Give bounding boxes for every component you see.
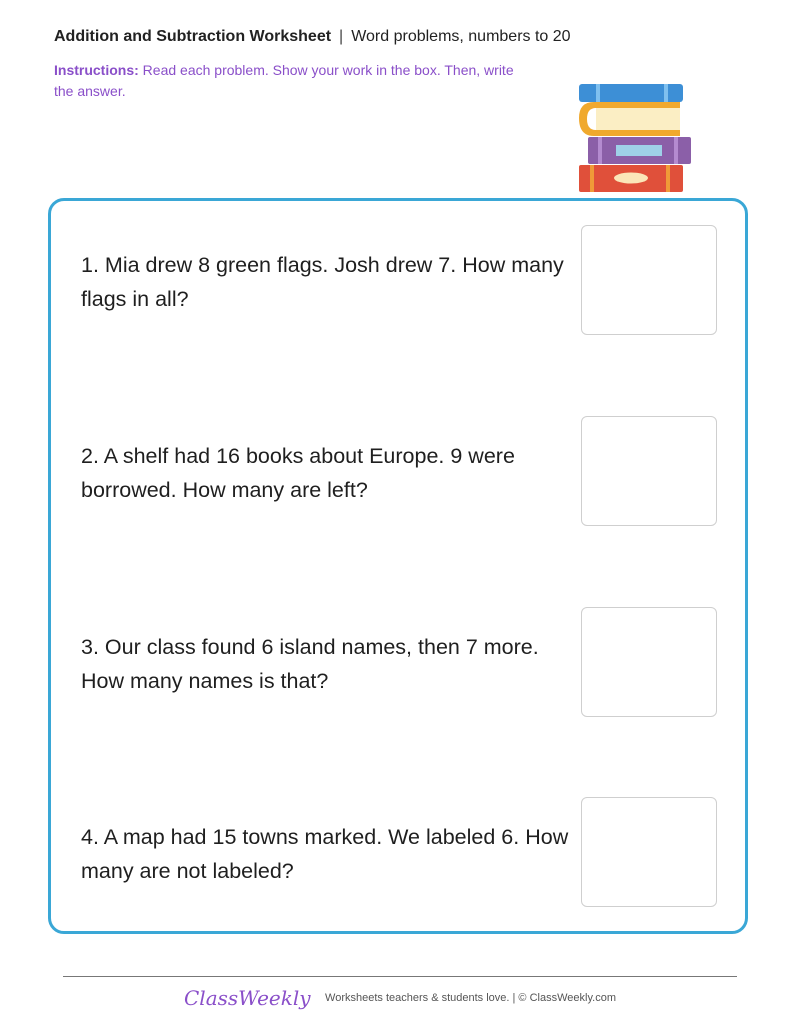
footer-divider <box>63 976 737 977</box>
instructions-text: Read each problem. Show your work in the box. Then, write the answer. <box>54 62 514 99</box>
answer-box-3[interactable] <box>581 607 717 717</box>
brand-logo: ClassWeekly <box>184 986 311 1010</box>
problem-1-text: 1. Mia drew 8 green flags. Josh drew 7. How many flags in all? <box>81 253 564 311</box>
answer-box-4[interactable] <box>581 797 717 907</box>
header-separator: | <box>339 28 344 45</box>
instructions-label: Instructions: <box>54 62 139 78</box>
answer-box-1[interactable] <box>581 225 717 335</box>
instructions <box>54 60 534 102</box>
footer <box>0 986 800 1010</box>
problems-card <box>48 198 748 934</box>
answer-box-2[interactable] <box>581 416 717 526</box>
books-stack-icon <box>576 82 692 194</box>
worksheet-title: Addition and Subtraction Worksheet <box>54 28 332 45</box>
worksheet-header <box>54 28 571 46</box>
problem-3-text: 3. Our class found 6 island names, then 7 more. How many names is that? <box>81 635 539 693</box>
worksheet-subtitle: Word problems, numbers to 20 <box>351 28 571 45</box>
problem-2-text: 2. A shelf had 16 books about Europe. 9 were borrowed. How many are left? <box>81 444 515 502</box>
footer-tagline: Worksheets teachers & students love. | © ClassWeekly.com <box>325 992 616 1004</box>
problem-4-text: 4. A map had 15 towns marked. We labeled 6. How many are not labeled? <box>81 825 569 883</box>
